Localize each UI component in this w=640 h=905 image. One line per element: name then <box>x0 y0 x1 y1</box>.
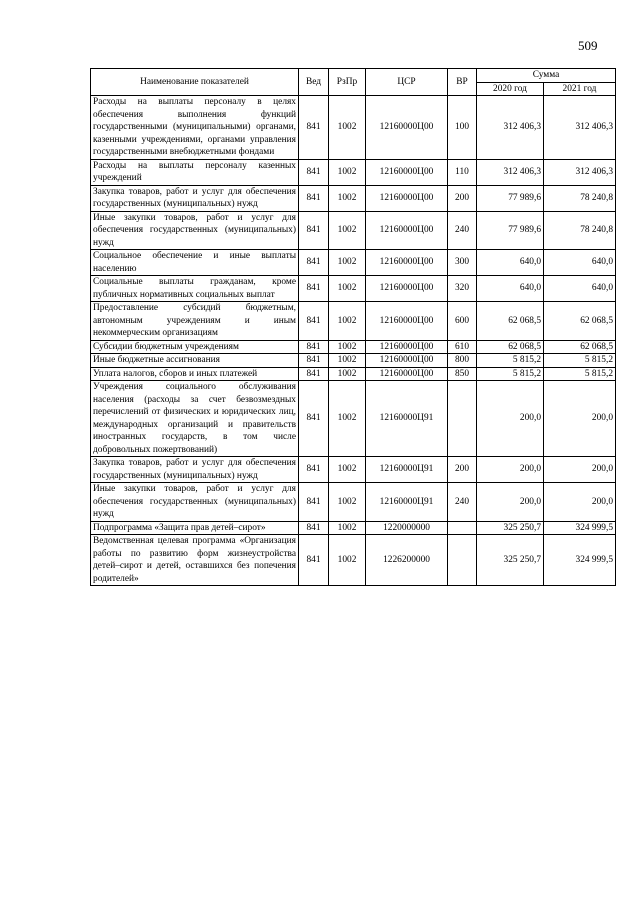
cell-ved: 841 <box>299 483 329 522</box>
cell-2021: 200,0 <box>544 457 616 483</box>
table-row <box>91 276 616 302</box>
cell-rzpr: 1002 <box>329 354 366 368</box>
table-row <box>91 96 616 160</box>
cell-2020: 640,0 <box>477 250 544 276</box>
cell-csr: 12160000Ц00 <box>366 340 448 354</box>
cell-name: Учреждения социального обслуживания населения (расходы за счет безвозмездных перечислений от физических и юридических лиц, международных организаций и правительств иностранных государств, в том числе добровольных пожертвований) <box>91 381 299 457</box>
cell-2020: 200,0 <box>477 381 544 457</box>
table-row <box>91 340 616 354</box>
cell-rzpr: 1002 <box>329 535 366 586</box>
cell-csr: 12160000Ц91 <box>366 457 448 483</box>
cell-rzpr: 1002 <box>329 159 366 185</box>
cell-ved: 841 <box>299 276 329 302</box>
cell-name: Ведомственная целевая программа «Организация работы по развитию форм жизнеустройства детей–сирот и детей, оставшихся без попечения родителей» <box>91 535 299 586</box>
cell-name: Иные закупки товаров, работ и услуг для обеспечения государственных (муниципальных) нужд <box>91 211 299 250</box>
cell-2020: 640,0 <box>477 276 544 302</box>
cell-vr: 850 <box>448 367 477 381</box>
cell-vr: 200 <box>448 457 477 483</box>
table-row <box>91 367 616 381</box>
cell-2020: 312 406,3 <box>477 96 544 160</box>
cell-name: Подпрограмма «Защита прав детей–сирот» <box>91 521 299 535</box>
cell-name: Расходы на выплаты персоналу в целях обеспечения выполнения функций государственными (муниципальными) органами, казенными учреждениями, органами управления государственными внебюджетными фондами <box>91 96 299 160</box>
cell-csr: 12160000Ц91 <box>366 381 448 457</box>
cell-csr: 12160000Ц00 <box>366 276 448 302</box>
cell-rzpr: 1002 <box>329 250 366 276</box>
header-ved: Вед <box>299 69 329 96</box>
table-row <box>91 211 616 250</box>
cell-csr: 12160000Ц91 <box>366 483 448 522</box>
budget-table <box>90 68 616 586</box>
cell-2021: 62 068,5 <box>544 340 616 354</box>
cell-rzpr: 1002 <box>329 457 366 483</box>
cell-name: Уплата налогов, сборов и иных платежей <box>91 367 299 381</box>
cell-name: Иные бюджетные ассигнования <box>91 354 299 368</box>
cell-vr <box>448 521 477 535</box>
cell-ved: 841 <box>299 159 329 185</box>
cell-2021: 312 406,3 <box>544 159 616 185</box>
cell-2020: 5 815,2 <box>477 367 544 381</box>
cell-name: Закупка товаров, работ и услуг для обеспечения государственных (муниципальных) нужд <box>91 457 299 483</box>
table-row <box>91 483 616 522</box>
table-row <box>91 185 616 211</box>
cell-name: Субсидии бюджетным учреждениям <box>91 340 299 354</box>
cell-2020: 312 406,3 <box>477 159 544 185</box>
cell-vr <box>448 381 477 457</box>
cell-2020: 325 250,7 <box>477 521 544 535</box>
cell-2021: 78 240,8 <box>544 211 616 250</box>
cell-ved: 841 <box>299 367 329 381</box>
cell-csr: 12160000Ц00 <box>366 302 448 341</box>
header-sum: Сумма <box>477 69 616 83</box>
table-row <box>91 354 616 368</box>
table-row <box>91 302 616 341</box>
header-vr: ВР <box>448 69 477 96</box>
cell-2021: 200,0 <box>544 381 616 457</box>
table-row <box>91 381 616 457</box>
cell-name: Социальные выплаты гражданам, кроме публичных нормативных социальных выплат <box>91 276 299 302</box>
cell-csr: 12160000Ц00 <box>366 185 448 211</box>
header-name: Наименование показателей <box>91 69 299 96</box>
cell-ved: 841 <box>299 521 329 535</box>
cell-ved: 841 <box>299 185 329 211</box>
cell-ved: 841 <box>299 354 329 368</box>
cell-rzpr: 1002 <box>329 483 366 522</box>
table-row <box>91 521 616 535</box>
cell-ved: 841 <box>299 535 329 586</box>
cell-2020: 77 989,6 <box>477 185 544 211</box>
table-row <box>91 535 616 586</box>
table-row <box>91 159 616 185</box>
cell-2020: 200,0 <box>477 483 544 522</box>
cell-vr: 110 <box>448 159 477 185</box>
cell-2021: 640,0 <box>544 276 616 302</box>
cell-ved: 841 <box>299 250 329 276</box>
cell-2020: 62 068,5 <box>477 302 544 341</box>
cell-ved: 841 <box>299 302 329 341</box>
cell-2021: 324 999,5 <box>544 535 616 586</box>
cell-2021: 5 815,2 <box>544 367 616 381</box>
cell-2020: 325 250,7 <box>477 535 544 586</box>
cell-name: Расходы на выплаты персоналу казенных учреждений <box>91 159 299 185</box>
cell-rzpr: 1002 <box>329 211 366 250</box>
cell-vr: 600 <box>448 302 477 341</box>
cell-2020: 62 068,5 <box>477 340 544 354</box>
cell-csr: 12160000Ц00 <box>366 96 448 160</box>
cell-2021: 312 406,3 <box>544 96 616 160</box>
cell-vr <box>448 535 477 586</box>
cell-csr: 12160000Ц00 <box>366 159 448 185</box>
cell-csr: 12160000Ц00 <box>366 354 448 368</box>
cell-csr: 12160000Ц00 <box>366 211 448 250</box>
header-year-2021: 2021 год <box>544 82 616 96</box>
cell-rzpr: 1002 <box>329 185 366 211</box>
cell-rzpr: 1002 <box>329 276 366 302</box>
cell-vr: 240 <box>448 483 477 522</box>
cell-vr: 800 <box>448 354 477 368</box>
cell-rzpr: 1002 <box>329 381 366 457</box>
cell-vr: 200 <box>448 185 477 211</box>
cell-rzpr: 1002 <box>329 96 366 160</box>
cell-rzpr: 1002 <box>329 367 366 381</box>
cell-name: Предоставление субсидий бюджетным, автономным учреждениям и иным некоммерческим организациям <box>91 302 299 341</box>
cell-name: Социальное обеспечение и иные выплаты населению <box>91 250 299 276</box>
cell-2021: 78 240,8 <box>544 185 616 211</box>
cell-csr: 1226200000 <box>366 535 448 586</box>
table-row <box>91 457 616 483</box>
cell-name: Иные закупки товаров, работ и услуг для обеспечения государственных (муниципальных) нужд <box>91 483 299 522</box>
cell-2020: 5 815,2 <box>477 354 544 368</box>
cell-2021: 62 068,5 <box>544 302 616 341</box>
cell-name: Закупка товаров, работ и услуг для обеспечения государственных (муниципальных) нужд <box>91 185 299 211</box>
page-number: 509 <box>578 38 598 53</box>
header-year-2020: 2020 год <box>477 82 544 96</box>
cell-csr: 12160000Ц00 <box>366 367 448 381</box>
cell-vr: 300 <box>448 250 477 276</box>
cell-vr: 610 <box>448 340 477 354</box>
cell-2021: 5 815,2 <box>544 354 616 368</box>
cell-2020: 200,0 <box>477 457 544 483</box>
cell-vr: 100 <box>448 96 477 160</box>
cell-rzpr: 1002 <box>329 302 366 341</box>
cell-ved: 841 <box>299 340 329 354</box>
cell-vr: 320 <box>448 276 477 302</box>
cell-csr: 12160000Ц00 <box>366 250 448 276</box>
cell-rzpr: 1002 <box>329 340 366 354</box>
cell-ved: 841 <box>299 457 329 483</box>
cell-2020: 77 989,6 <box>477 211 544 250</box>
cell-2021: 324 999,5 <box>544 521 616 535</box>
cell-ved: 841 <box>299 96 329 160</box>
header-csr: ЦСР <box>366 69 448 96</box>
cell-vr: 240 <box>448 211 477 250</box>
cell-2021: 640,0 <box>544 250 616 276</box>
cell-ved: 841 <box>299 381 329 457</box>
header-rzpr: РзПр <box>329 69 366 96</box>
cell-2021: 200,0 <box>544 483 616 522</box>
cell-csr: 1220000000 <box>366 521 448 535</box>
table-row <box>91 250 616 276</box>
cell-ved: 841 <box>299 211 329 250</box>
cell-rzpr: 1002 <box>329 521 366 535</box>
